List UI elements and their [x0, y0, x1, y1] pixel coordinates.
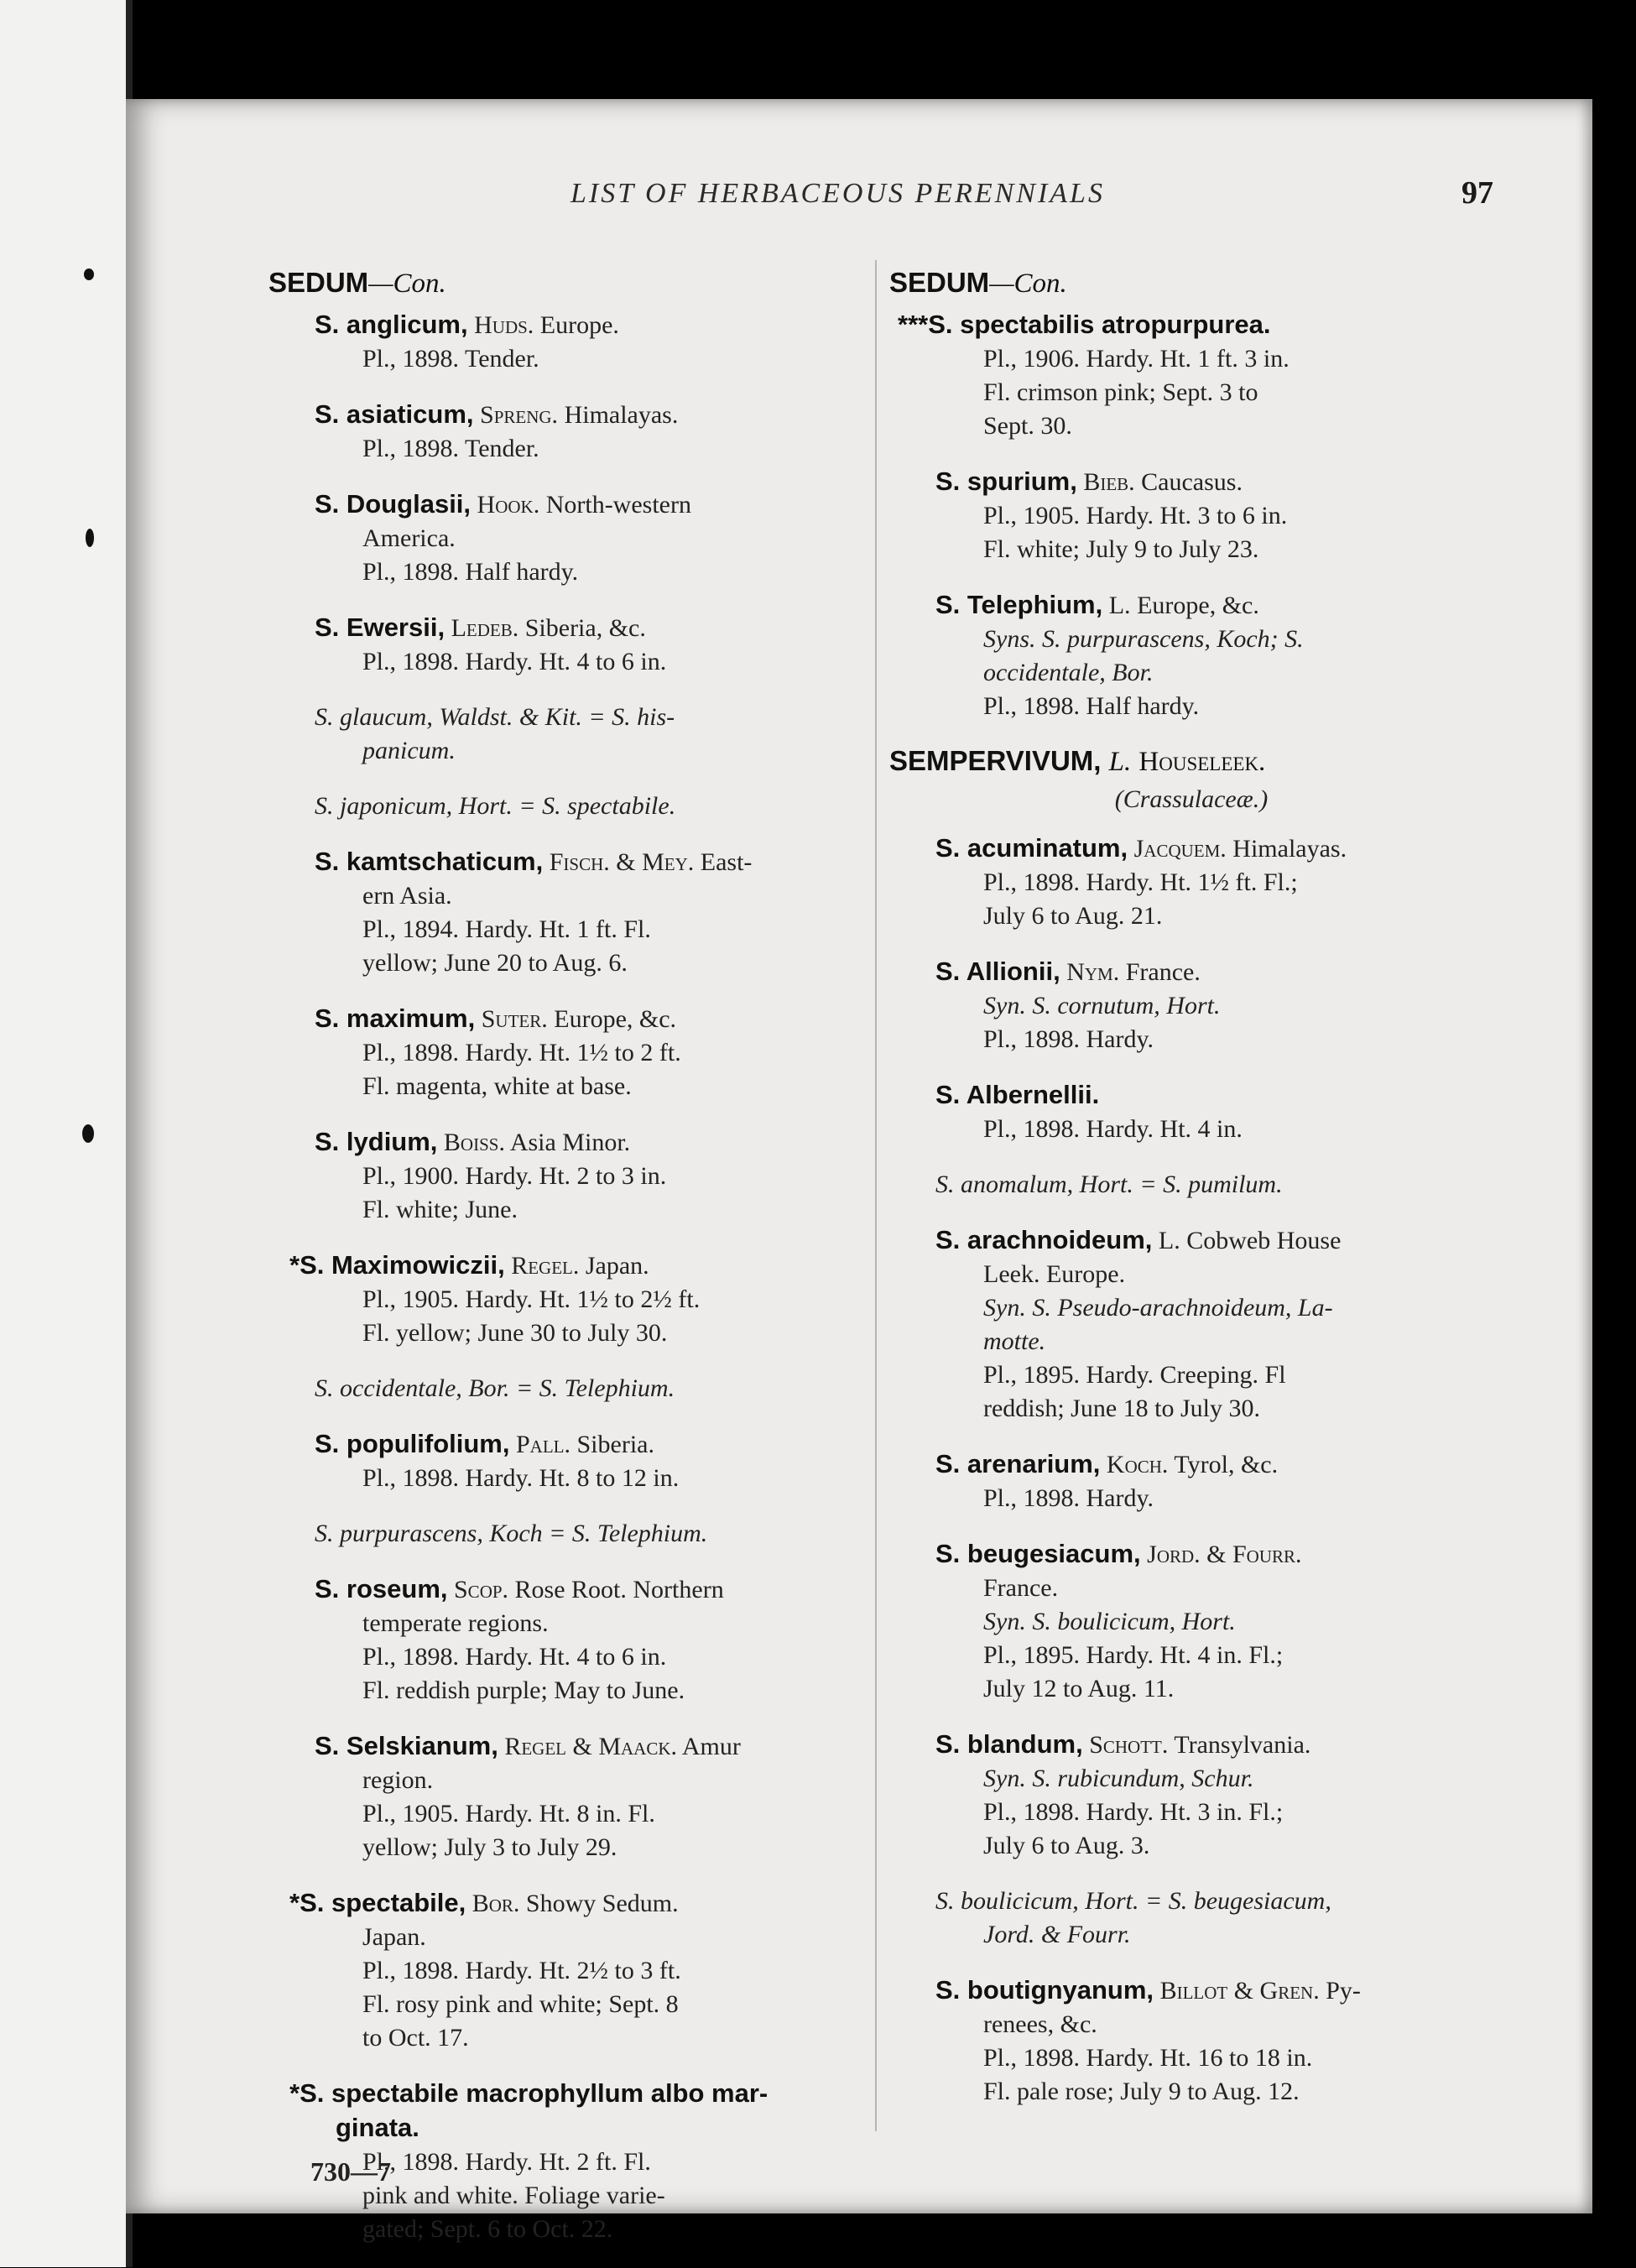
genus-heading: SEMPERVIVUM, L. Houseleek. — [889, 745, 1266, 777]
genus-heading: SEDUM—Con. — [889, 267, 1067, 299]
species-entry: S. anglicum, Huds. Europe. Pl., 1898. Tender. — [315, 310, 619, 373]
synonym-entry: S. glaucum, Waldst. & Kit. = S. his- panicum. — [315, 703, 675, 764]
species-entry: S. arachnoideum, L. Cobweb House Leek. Europe. Syn. S. Pseudo-arachnoideum, La- motte. Pl., 1895. Hardy. Creeping. Fl reddish; June 18 to July 30. — [935, 1225, 1342, 1422]
species-entry: S. Selskianum, Regel & Maack. Amur region. Pl., 1905. Hardy. Ht. 8 in. Fl. yellow; July 3 to July 29. — [315, 1731, 741, 1861]
book-gutter-strip — [0, 0, 126, 2267]
synonym-entry: S. purpurascens, Koch = S. Telephium. — [315, 1520, 708, 1547]
binding-mark — [82, 1124, 94, 1143]
species-entry: S. boutignyanum, Billot & Gren. Py- renees, &c. Pl., 1898. Hardy. Ht. 16 to 18 in. Fl. pale rose; July 9 to Aug. 12. — [935, 1975, 1361, 2105]
binding-mark — [86, 529, 94, 547]
species-entry: S. roseum, Scop. Rose Root. Northern temperate regions. Pl., 1898. Hardy. Ht. 4 to 6 in. Fl. reddish purple; May to June. — [315, 1574, 724, 1704]
species-entry: *S. spectabile, Bor. Showy Sedum. Japan. Pl., 1898. Hardy. Ht. 2½ to 3 ft. Fl. rosy pink and white; Sept. 8 to Oct. 17. — [289, 1888, 681, 2052]
column-divider — [875, 260, 877, 2131]
synonym-entry: S. boulicicum, Hort. = S. beugesiacum, Jord. & Fourr. — [935, 1887, 1331, 1948]
species-entry: S. acuminatum, Jacquem. Himalayas. Pl., 1898. Hardy. Ht. 1½ ft. Fl.; July 6 to Aug. 21. — [935, 833, 1347, 930]
species-entry: S. blandum, Schott. Transylvania. Syn. S. rubicundum, Schur. Pl., 1898. Hardy. Ht. 3 in. Fl.; July 6 to Aug. 3. — [935, 1729, 1311, 1859]
species-entry: S. Douglasii, Hook. North-western America. Pl., 1898. Half hardy. — [315, 489, 691, 586]
species-entry: S. populifolium, Pall. Siberia. Pl., 1898. Hardy. Ht. 8 to 12 in. — [315, 1429, 680, 1492]
species-entry: S. Albernellii. Pl., 1898. Hardy. Ht. 4 in. — [935, 1080, 1243, 1143]
synonym-entry: S. occidentale, Bor. = S. Telephium. — [315, 1374, 675, 1402]
species-entry: S. Telephium, L. Europe, &c. Syns. S. purpurascens, Koch; S. occidentale, Bor. Pl., 1898. Half hardy. — [935, 590, 1304, 720]
species-entry: S. Ewersii, Ledeb. Siberia, &c. Pl., 1898. Hardy. Ht. 4 to 6 in. — [315, 613, 667, 675]
species-entry: *S. spectabile macrophyllum albo mar- ginata. Pl., 1898. Hardy. Ht. 2 ft. Fl. pink and white. Foliage varie- gated; Sept. 6 to Oct. 22. — [289, 2078, 769, 2243]
page-header — [571, 175, 1493, 228]
signature-code: 730—7 — [310, 2156, 391, 2187]
species-entry: S. arenarium, Koch. Tyrol, &c. Pl., 1898. Hardy. — [935, 1449, 1279, 1512]
species-entry: S. maximum, Suter. Europe, &c. Pl., 1898. Hardy. Ht. 1½ to 2 ft. Fl. magenta, white at base. — [315, 1004, 681, 1100]
species-entry: S. Allionii, Nym. France. Syn. S. cornutum, Hort. Pl., 1898. Hardy. — [935, 957, 1221, 1053]
species-entry: S. lydium, Boiss. Asia Minor. Pl., 1900. Hardy. Ht. 2 to 3 in. Fl. white; June. — [315, 1127, 667, 1223]
binding-mark — [84, 269, 94, 280]
synonym-entry: S. anomalum, Hort. = S. pumilum. — [935, 1170, 1283, 1198]
genus-heading: SEDUM—Con. — [268, 267, 446, 299]
species-entry: ***S. spectabilis atropurpurea. Pl., 1906. Hardy. Ht. 1 ft. 3 in. Fl. crimson pink; Sept. 3 to Sept. 30. — [898, 310, 1290, 440]
species-entry: *S. Maximowiczii, Regel. Japan. Pl., 1905. Hardy. Ht. 1½ to 2½ ft. Fl. yellow; June 30 to July 30. — [289, 1250, 701, 1347]
family-name: (Crassulaceæ.) — [1114, 785, 1269, 813]
right-column — [889, 267, 1493, 2130]
species-entry: S. kamtschaticum, Fisch. & Mey. East- ern Asia. Pl., 1894. Hardy. Ht. 1 ft. Fl. yellow; June 20 to Aug. 6. — [315, 847, 753, 977]
species-entry: S. spurium, Bieb. Caucasus. Pl., 1905. Hardy. Ht. 3 to 6 in. Fl. white; July 9 to July 23. — [935, 467, 1288, 563]
synonym-entry: S. japonicum, Hort. = S. spectabile. — [315, 792, 676, 820]
species-entry: S. asiaticum, Spreng. Himalayas. Pl., 1898. Tender. — [315, 399, 679, 462]
left-column — [268, 267, 856, 2268]
species-entry: S. beugesiacum, Jord. & Fourr. France. Syn. S. boulicicum, Hort. Pl., 1895. Hardy. Ht. 4 in. Fl.; July 12 to Aug. 11. — [935, 1539, 1302, 1702]
running-title: LIST OF HERBACEOUS PERENNIALS — [571, 178, 1105, 209]
page-number: 97 — [1461, 175, 1493, 211]
